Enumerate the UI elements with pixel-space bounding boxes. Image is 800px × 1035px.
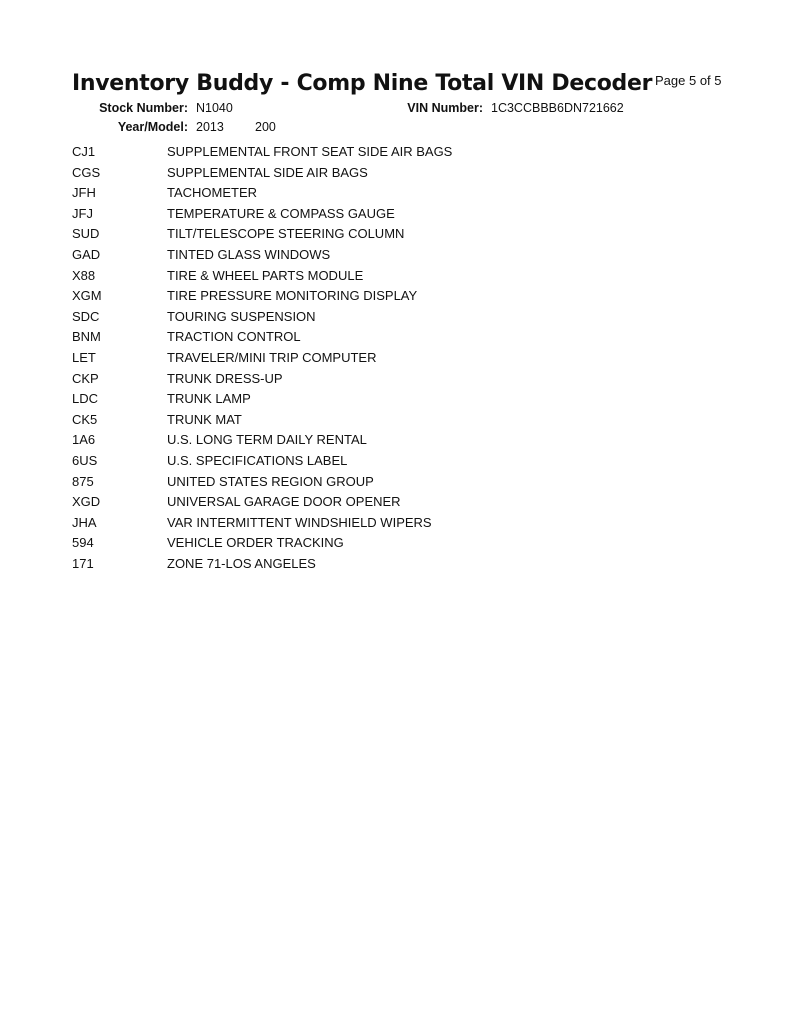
option-description: TRAVELER/MINI TRIP COMPUTER [167,349,377,365]
option-row [72,288,672,309]
option-description: U.S. LONG TERM DAILY RENTAL [167,432,367,448]
option-row [72,247,672,268]
option-code: XGM [72,288,102,304]
option-row [72,329,672,350]
option-row [72,535,672,556]
option-row [72,453,672,474]
option-code: CKP [72,370,99,386]
vin-number-label: VIN Number: [407,101,483,115]
option-description: TINTED GLASS WINDOWS [167,246,331,262]
page-title: Inventory Buddy - Comp Nine Total VIN Decoder [72,71,653,96]
model-value: 200 [255,120,276,134]
option-description: U.S. SPECIFICATIONS LABEL [167,452,348,468]
option-description: TRACTION CONTROL [167,329,301,345]
option-description: UNIVERSAL GARAGE DOOR OPENER [167,494,401,510]
option-description: TRUNK LAMP [167,391,251,407]
option-description: TIRE PRESSURE MONITORING DISPLAY [167,288,418,304]
option-code: SUD [72,226,100,242]
option-row [72,206,672,227]
option-description: ZONE 71-LOS ANGELES [167,555,316,571]
option-code: 6US [72,452,98,468]
option-code-list [72,144,672,576]
option-code: GAD [72,246,101,262]
option-description: UNITED STATES REGION GROUP [167,473,374,489]
option-description: TOURING SUSPENSION [167,308,316,324]
option-description: TIRE & WHEEL PARTS MODULE [167,267,364,283]
option-row [72,371,672,392]
option-code: LET [72,349,96,365]
stock-number-value: N1040 [196,101,233,115]
option-code: JFH [72,185,96,201]
option-description: VEHICLE ORDER TRACKING [167,535,344,551]
option-row [72,309,672,330]
option-code: CJ1 [72,144,96,159]
option-description: TACHOMETER [167,185,258,201]
option-row [72,556,672,577]
option-description: TRUNK DRESS-UP [167,370,283,386]
option-code: X88 [72,267,96,283]
stock-number-label: Stock Number: [99,101,188,115]
option-code: JFJ [72,205,93,221]
option-code: 875 [72,473,94,489]
option-code: CGS [72,164,101,180]
year-value: 2013 [196,120,224,134]
option-description: SUPPLEMENTAL FRONT SEAT SIDE AIR BAGS [167,144,453,159]
option-description: VAR INTERMITTENT WINDSHIELD WIPERS [167,514,432,530]
option-row [72,165,672,186]
option-row [72,412,672,433]
option-row [72,185,672,206]
page-indicator: Page 5 of 5 [655,73,722,88]
option-code: LDC [72,391,99,407]
option-row [72,350,672,371]
option-description: TRUNK MAT [167,411,242,427]
option-code: BNM [72,329,101,345]
option-code: XGD [72,494,101,510]
option-code: 171 [72,555,94,571]
option-description: SUPPLEMENTAL SIDE AIR BAGS [167,164,368,180]
option-row [72,515,672,536]
option-row [72,268,672,289]
option-code: JHA [72,514,97,530]
option-description: TILT/TELESCOPE STEERING COLUMN [167,226,405,242]
option-row [72,474,672,495]
option-row [72,391,672,412]
option-row [72,494,672,515]
option-row [72,226,672,247]
year-model-label: Year/Model: [117,120,188,134]
option-description: TEMPERATURE & COMPASS GAUGE [167,205,395,221]
option-code: 1A6 [72,432,96,448]
option-code: CK5 [72,411,98,427]
option-row [72,144,672,165]
option-code: 594 [72,535,94,551]
option-row [72,432,672,453]
vin-number-value: 1C3CCBBB6DN721662 [491,101,624,115]
option-code: SDC [72,308,100,324]
